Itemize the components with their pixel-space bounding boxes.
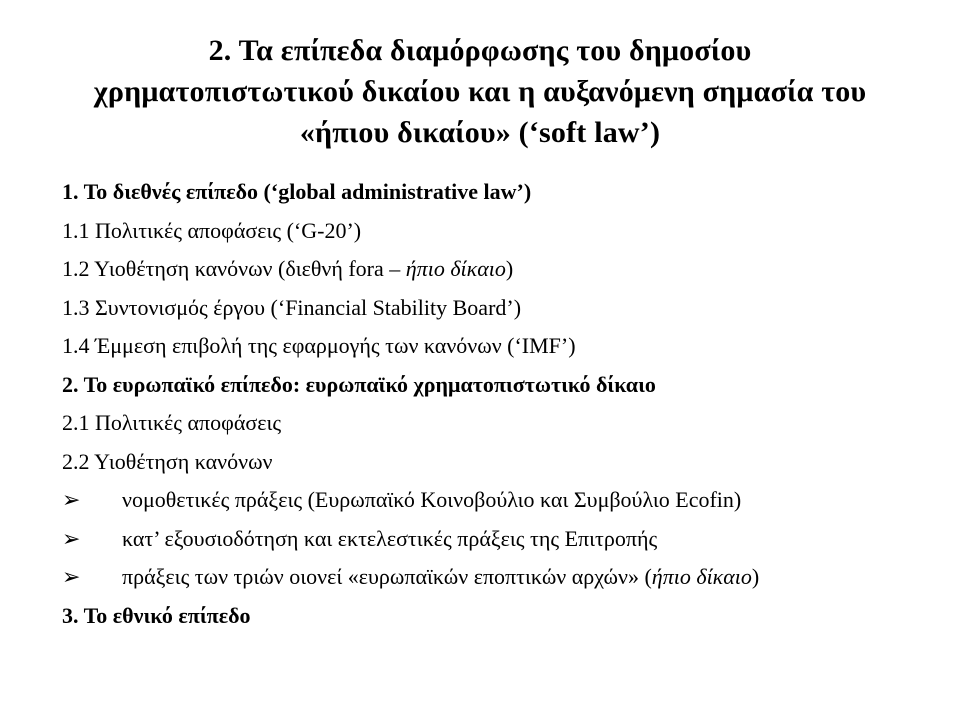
slide-body xyxy=(62,173,942,635)
bullet-item-esas-text xyxy=(122,558,759,596)
title-line-3: «ήπιου δικαίου» (‘soft law’) xyxy=(299,116,661,149)
item-1-2 xyxy=(62,250,942,289)
section-heading-european: 2. Το ευρωπαϊκό επίπεδο: ευρωπαϊκό χρηματοπιστωτικό δίκαιο xyxy=(62,371,656,397)
item-2-1: 2.1 Πολιτικές αποφάσεις xyxy=(62,410,282,435)
item-1-2-text: 1.2 Υιοθέτηση κανόνων (διεθνή fora – xyxy=(62,256,406,281)
item-2-2: 2.2 Υιοθέτηση κανόνων xyxy=(62,448,273,474)
arrow-bullet-icon: ➢ xyxy=(62,526,81,552)
section-heading-national: 3. Το εθνικό επίπεδο xyxy=(62,602,251,628)
item-1-4: 1.4 Έμμεση επιβολή της εφαρμογής των κανόνων (‘IMF’) xyxy=(62,333,576,358)
bullet-item-esas-italic: ήπιο δίκαιο xyxy=(651,564,752,589)
bullet-item-esas xyxy=(62,558,942,597)
bullet-item-delegated xyxy=(62,520,942,559)
title-line-1: 2. Τα επίπεδα διαμόρφωσης του δημοσίου xyxy=(208,34,752,67)
arrow-bullet-icon: ➢ xyxy=(62,565,81,590)
title-line-2: χρηματοπιστωτικού δικαίου και η αυξανόμενη σημασία του xyxy=(93,75,867,108)
item-1-2-italic: ήπιο δίκαιο xyxy=(405,256,506,281)
bullet-item-esas-text-main: πράξεις των τριών οιονεί «ευρωπαϊκών εποπτικών αρχών» ( xyxy=(122,564,652,589)
bullet-item-legislative xyxy=(62,481,942,520)
item-1-3: 1.3 Συντονισμός έργου (‘Financial Stability Board’) xyxy=(62,294,522,320)
section-heading-international: 1. Το διεθνές επίπεδο (‘global administrative law’) xyxy=(62,179,532,204)
slide-title xyxy=(40,30,920,153)
item-1-2-close: ) xyxy=(505,256,514,281)
bullet-item-esas-close: ) xyxy=(751,564,760,589)
arrow-bullet-icon: ➢ xyxy=(62,488,81,513)
bullet-item-delegated-text: κατ’ εξουσιοδότηση και εκτελεστικές πράξεις της Επιτροπής xyxy=(122,525,658,551)
bullet-item-legislative-text: νομοθετικές πράξεις (Ευρωπαϊκό Κοινοβούλιο και Συμβούλιο Ecofin) xyxy=(122,487,742,512)
item-1-1: 1.1 Πολιτικές αποφάσεις (‘G-20’) xyxy=(62,217,362,243)
